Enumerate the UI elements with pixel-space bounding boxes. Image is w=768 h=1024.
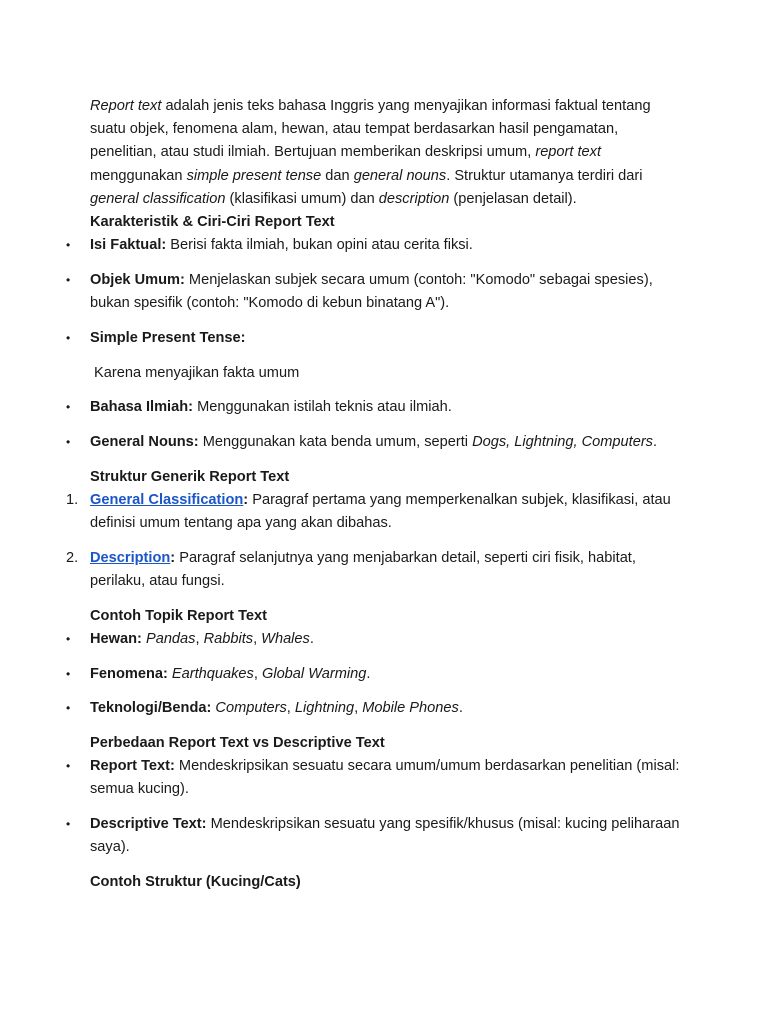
separator: ,	[253, 665, 262, 682]
separator: .	[366, 665, 371, 682]
list-item	[66, 234, 680, 257]
bullet-icon: •	[66, 759, 71, 774]
intro-text: . Struktur utamanya terdiri dari	[446, 167, 643, 184]
list-item	[66, 663, 680, 686]
item-label: Hewan:	[90, 630, 142, 647]
item-text: Menggunakan istilah teknis atau ilmiah.	[193, 399, 452, 416]
bullet-icon: •	[66, 817, 71, 832]
item-label: Report Text:	[90, 758, 175, 775]
section-heading-characteristics: Karakteristik & Ciri-Ciri Report Text	[90, 214, 335, 231]
intro-text: dan	[321, 167, 354, 184]
intro-term: simple present tense	[186, 167, 322, 184]
item-label: Descriptive Text:	[90, 816, 207, 833]
section-heading-example-structure: Contoh Struktur (Kucing/Cats)	[90, 873, 301, 890]
topic-example: Rabbits	[203, 630, 254, 647]
bullet-icon: •	[66, 666, 71, 681]
topic-example: Mobile Phones	[362, 700, 459, 717]
topic-example: Earthquakes	[171, 665, 254, 682]
bullet-icon: •	[66, 434, 71, 449]
intro-text: (penjelasan detail).	[449, 190, 577, 207]
differences-list	[66, 755, 680, 859]
item-label: Simple Present Tense:	[90, 329, 246, 346]
topic-example: Global Warming	[261, 665, 367, 682]
list-item	[66, 628, 680, 651]
item-text: Mendeskripsikan sesuatu yang spesifik/khusus (misal: kucing peliharaan saya).	[90, 816, 680, 856]
list-item	[66, 547, 680, 593]
item-text: Menggunakan kata benda umum, seperti	[198, 433, 473, 450]
bullet-icon: •	[66, 238, 71, 253]
separator: ,	[253, 630, 262, 647]
list-item	[66, 813, 680, 859]
separator: .	[309, 630, 314, 647]
list-item	[66, 431, 680, 454]
tense-note: Karena menyajikan fakta umum	[94, 364, 300, 381]
item-text: Paragraf pertama yang memperkenalkan subjek, klasifikasi, atau definisi umum tentang apa yang akan dibahas.	[90, 491, 671, 532]
intro-text: adalah jenis teks bahasa Inggris yang menyajikan informasi faktual tentang suatu objek, fenomena alam, hewan, atau tempat berdasarkan hasil pengamatan, penelitian, atau studi ilmiah. Bertujuan memberikan deskripsi umum,	[90, 98, 651, 161]
section-heading-differences: Perbedaan Report Text vs Descriptive Text	[90, 734, 385, 751]
item-text: .	[652, 433, 658, 450]
topic-example: Whales	[261, 630, 310, 647]
intro-term: general classification	[90, 190, 226, 207]
item-label: General Nouns:	[90, 433, 199, 450]
item-label: Objek Umum:	[90, 271, 185, 288]
bullet-icon: •	[66, 330, 71, 345]
bullet-icon: •	[66, 400, 71, 415]
item-label: Bahasa Ilmiah:	[90, 399, 194, 416]
general-classification-link[interactable]: General Classification	[90, 491, 244, 508]
topic-example: Pandas	[145, 630, 196, 647]
intro-paragraph	[90, 95, 680, 211]
item-examples: Dogs, Lightning, Computers	[472, 433, 653, 450]
item-colon: :	[170, 549, 176, 566]
separator: ,	[354, 700, 363, 717]
bullet-icon: •	[66, 631, 71, 646]
list-item	[66, 755, 680, 801]
list-item	[66, 269, 680, 315]
intro-term: description	[378, 190, 450, 207]
item-colon: :	[243, 491, 249, 508]
item-label: Isi Faktual:	[90, 237, 167, 254]
item-text: Berisi fakta ilmiah, bukan opini atau cerita fiksi.	[166, 237, 473, 254]
bullet-icon: •	[66, 701, 71, 716]
separator: ,	[195, 630, 204, 647]
list-item	[66, 697, 680, 720]
item-text: Paragraf selanjutnya yang menjabarkan detail, seperti ciri fisik, habitat, perilaku, atau fungsi.	[90, 549, 636, 589]
item-label: Fenomena:	[90, 665, 168, 682]
intro-term: Report text	[90, 98, 162, 114]
separator: .	[458, 700, 463, 717]
list-item	[66, 396, 680, 419]
intro-text: menggunakan	[90, 167, 187, 184]
list-number: 1.	[66, 491, 79, 508]
topics-list	[66, 628, 680, 721]
separator: ,	[286, 700, 295, 717]
item-text: Menjelaskan subjek secara umum (contoh: "Komodo" sebagai spesies), bukan spesifik (contoh: "Komodo di kebun binatang A").	[90, 271, 653, 312]
description-link[interactable]: Description	[90, 549, 171, 566]
characteristics-list-continued	[66, 396, 680, 454]
section-heading-structure: Struktur Generik Report Text	[90, 468, 290, 485]
intro-term: general nouns	[353, 167, 447, 184]
section-heading-topics: Contoh Topik Report Text	[90, 607, 267, 624]
list-item	[66, 489, 680, 535]
item-text: Mendeskripsikan sesuatu secara umum/umum berdasarkan penelitian (misal: semua kucing).	[90, 758, 680, 798]
list-item	[66, 327, 680, 350]
bullet-icon: •	[66, 272, 71, 287]
intro-term: report text	[535, 144, 602, 161]
characteristics-list	[66, 234, 680, 350]
item-label: Teknologi/Benda:	[90, 700, 212, 717]
document-body	[66, 95, 680, 894]
topic-example: Lightning	[294, 700, 355, 717]
intro-text: (klasifikasi umum) dan	[225, 190, 379, 207]
topic-example: Computers	[215, 700, 287, 717]
structure-list	[66, 489, 680, 593]
list-number: 2.	[66, 549, 79, 566]
